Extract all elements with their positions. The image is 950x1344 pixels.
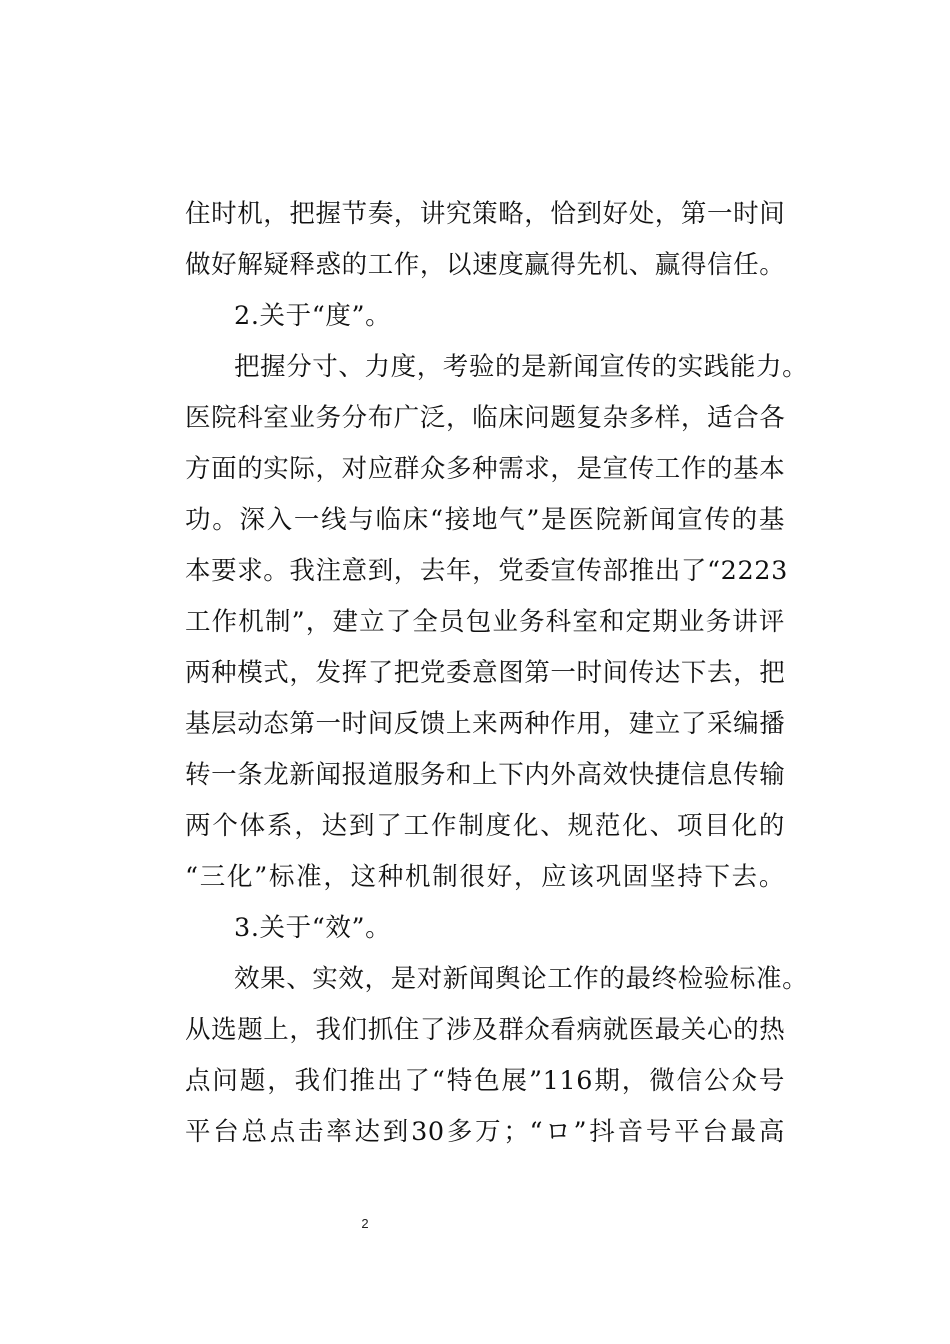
text-line: 转一条龙新闻报道服务和上下内外高效快捷信息传输 — [185, 760, 786, 790]
text-line: “三化”标准，这种机制很好，应该巩固坚持下去。 — [185, 862, 785, 892]
text-line: 本要求。我注意到，去年，党委宣传部推出了“2223 — [185, 556, 788, 586]
text-line: 效果、实效，是对新闻舆论工作的最终检验标准。 — [234, 964, 809, 994]
text-line: 功。深入一线与临床“接地气”是医院新闻宣传的基 — [185, 505, 785, 535]
text-line: 把握分寸、力度，考验的是新闻宣传的实践能力。 — [234, 352, 809, 382]
text-line: 工作机制”，建立了全员包业务科室和定期业务讲评 — [185, 607, 785, 637]
text-line: 点问题，我们推出了“特色展”116期，微信公众号 — [185, 1066, 785, 1096]
page-number: 2 — [361, 1216, 369, 1231]
text-line: 基层动态第一时间反馈上来两种作用，建立了采编播 — [185, 709, 786, 739]
section-heading: 3.关于“效”。 — [234, 913, 392, 943]
text-line: 平台总点击率达到30多万；“ロ”抖音号平台最高 — [185, 1117, 785, 1147]
text-line: 两个体系，达到了工作制度化、规范化、项目化的 — [185, 811, 785, 841]
text-line: 医院科室业务分布广泛，临床问题复杂多样，适合各 — [185, 403, 786, 433]
text-line: 两种模式，发挥了把党委意图第一时间传达下去，把 — [185, 658, 786, 688]
text-line: 做好解疑释惑的工作，以速度赢得先机、赢得信任。 — [185, 250, 786, 280]
text-line: 从选题上，我们抓住了涉及群众看病就医最关心的热 — [185, 1015, 786, 1045]
section-heading: 2.关于“度”。 — [234, 301, 392, 331]
text-line: 方面的实际，对应群众多种需求，是宣传工作的基本 — [185, 454, 786, 484]
text-line: 住时机，把握节奏，讲究策略，恰到好处，第一时间 — [185, 199, 786, 229]
